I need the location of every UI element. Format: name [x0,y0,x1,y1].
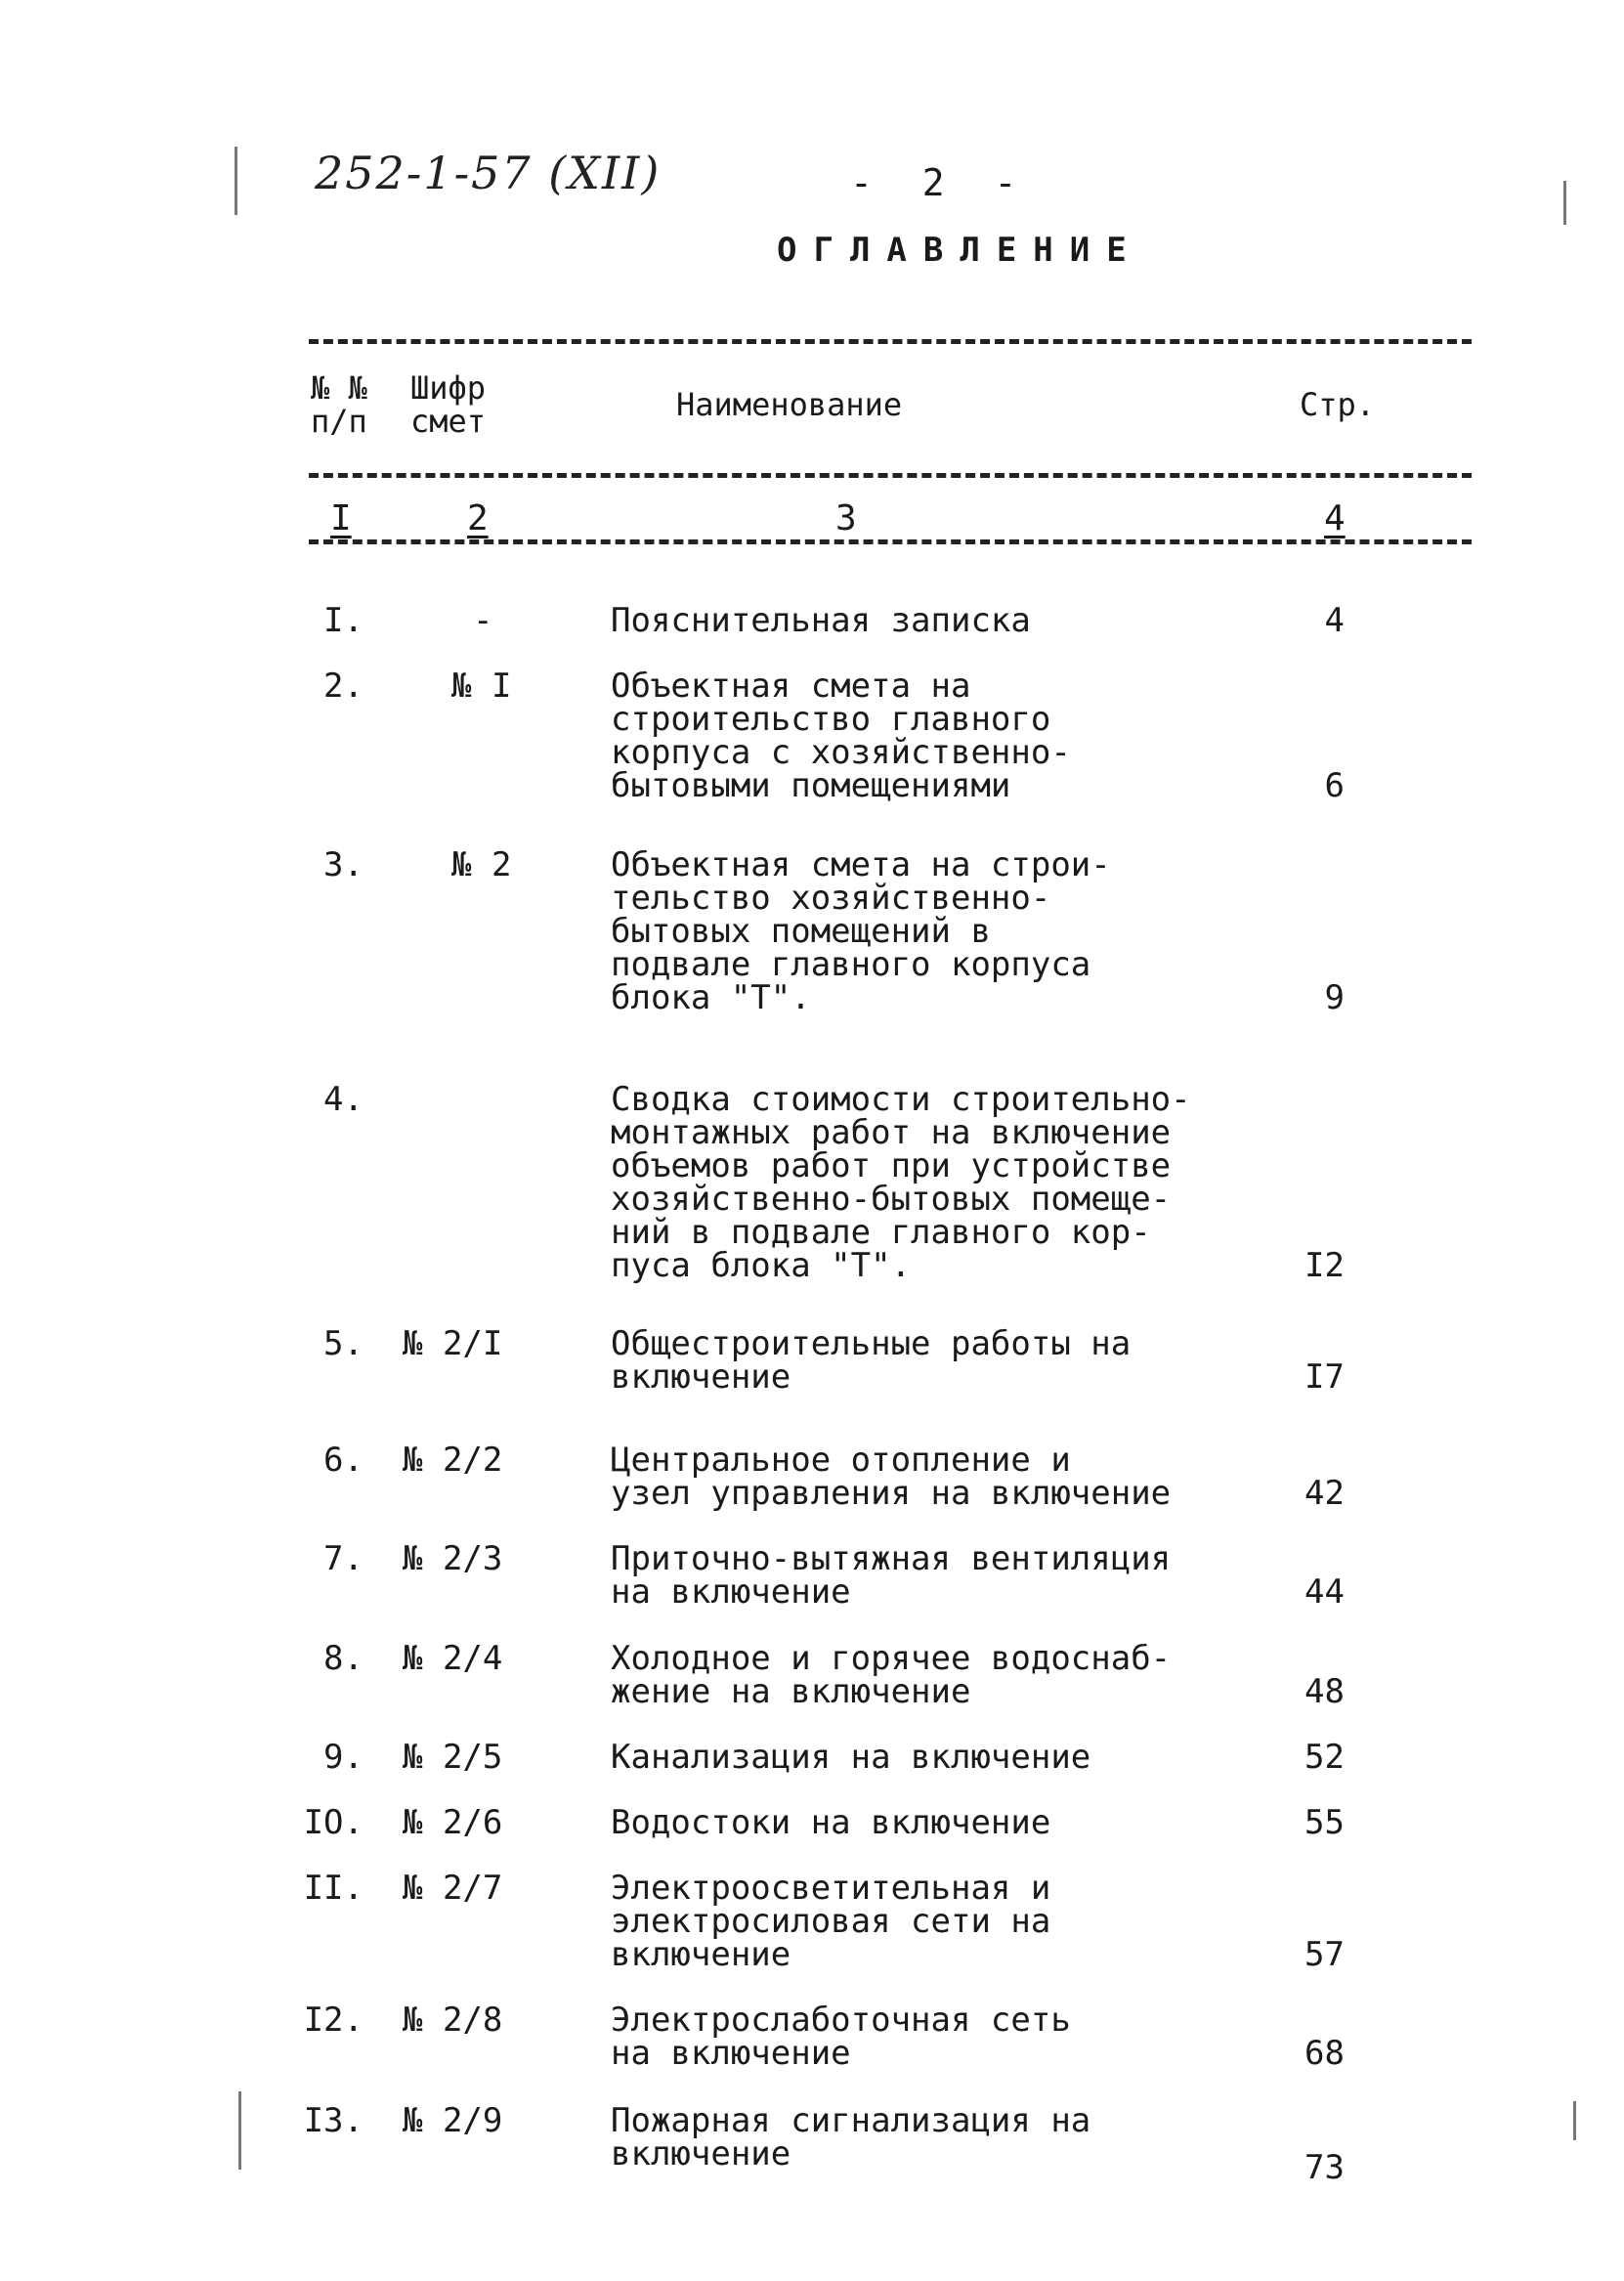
entry-name: Приточно-вытяжная вентиляция на включение [611,1539,1172,1612]
entry-number: 6. [323,1441,363,1480]
entry-number: I. [323,601,363,640]
entry-name: Объектная смета на строительство главного корпуса с хозяйственно- бытовыми помещениями [611,667,1071,805]
entry-page: 42 [1304,1474,1345,1513]
header-divider-top [309,339,1472,344]
scan-margin-mark [1573,2101,1576,2140]
entry-number: I3. [303,2101,363,2140]
entry-code: № 2/5 [403,1738,503,1777]
entry-name: Общестроительные работы на включение [611,1324,1132,1397]
entry-name: Водостоки на включение [611,1803,1051,1842]
entry-code: № 2/7 [403,1869,503,1908]
scan-margin-mark [235,147,237,215]
entry-number: II. [303,1869,363,1908]
scan-margin-mark [238,2091,241,2170]
entry-number: 8. [323,1639,363,1678]
document-title: ОГЛАВЛЕНИЕ [777,231,1143,270]
entry-code: № 2/6 [403,1803,503,1842]
entry-code: № 2/9 [403,2101,503,2140]
entry-name: Сводка стоимости строительно- монтажных работ на включение объемов работ при устройстве хозяйственно-бытовых помеще- ний в подвале главного кор- пуса блока "Т". [611,1080,1191,1285]
entry-page: 73 [1304,2148,1345,2187]
entry-number: 4. [323,1080,363,1119]
column-header-name: Наименование [676,386,903,423]
page-number: - 2 - [850,161,1031,204]
entry-code: № I [451,667,512,706]
entry-name: Пояснительная записка [611,601,1031,640]
entry-page: 57 [1304,1935,1345,1974]
entry-code: № 2/I [403,1324,503,1363]
column-number-2: 2 [467,498,489,538]
entry-name: Пожарная сигнализация на включение [611,2101,1091,2173]
column-header-page: Стр. [1300,386,1376,423]
entry-number: 3. [323,845,363,884]
column-number-4: 4 [1324,498,1346,538]
entry-number: IO. [303,1803,363,1842]
entry-page: 68 [1304,2034,1345,2073]
entry-page: 4 [1324,601,1345,640]
entry-code: - [473,601,493,640]
entry-page: I7 [1304,1357,1345,1397]
entry-name: Электрослаботочная сеть на включение [611,2001,1071,2073]
entry-code: № 2 [451,845,512,884]
entry-number: 5. [323,1324,363,1363]
document-code: 252-1-57 (XII) [315,147,662,199]
entry-number: I2. [303,2001,363,2040]
entry-page: I2 [1304,1246,1345,1285]
entry-code: № 2/4 [403,1639,503,1678]
header-divider-middle [309,473,1472,478]
entry-page: 55 [1304,1803,1345,1842]
entry-page: 9 [1324,978,1345,1017]
column-number-1: I [330,498,352,538]
entry-number: 7. [323,1539,363,1578]
entry-page: 44 [1304,1572,1345,1612]
entry-name: Холодное и горячее водоснаб- жение на включение [611,1639,1172,1711]
column-header-number: № № п/п [311,369,367,440]
entry-page: 52 [1304,1738,1345,1777]
entry-number: 2. [323,667,363,706]
entry-code: № 2/2 [403,1441,503,1480]
entry-name: Объектная смета на строи- тельство хозяйственно- бытовых помещений в подвале главного корпуса блока "Т". [611,845,1111,1017]
column-header-code: Шифр смет [410,369,487,440]
entry-code: № 2/3 [403,1539,503,1578]
entry-number: 9. [323,1738,363,1777]
scan-margin-mark [1563,181,1566,225]
entry-name: Электроосветительная и электросиловая сети на включение [611,1869,1051,1974]
entry-name: Центральное отопление и узел управления на включение [611,1441,1172,1513]
entry-page: 48 [1304,1672,1345,1711]
entry-page: 6 [1324,766,1345,805]
entry-name: Канализация на включение [611,1738,1091,1777]
entry-code: № 2/8 [403,2001,503,2040]
header-divider-bottom [309,539,1472,544]
column-number-3: 3 [835,498,857,538]
